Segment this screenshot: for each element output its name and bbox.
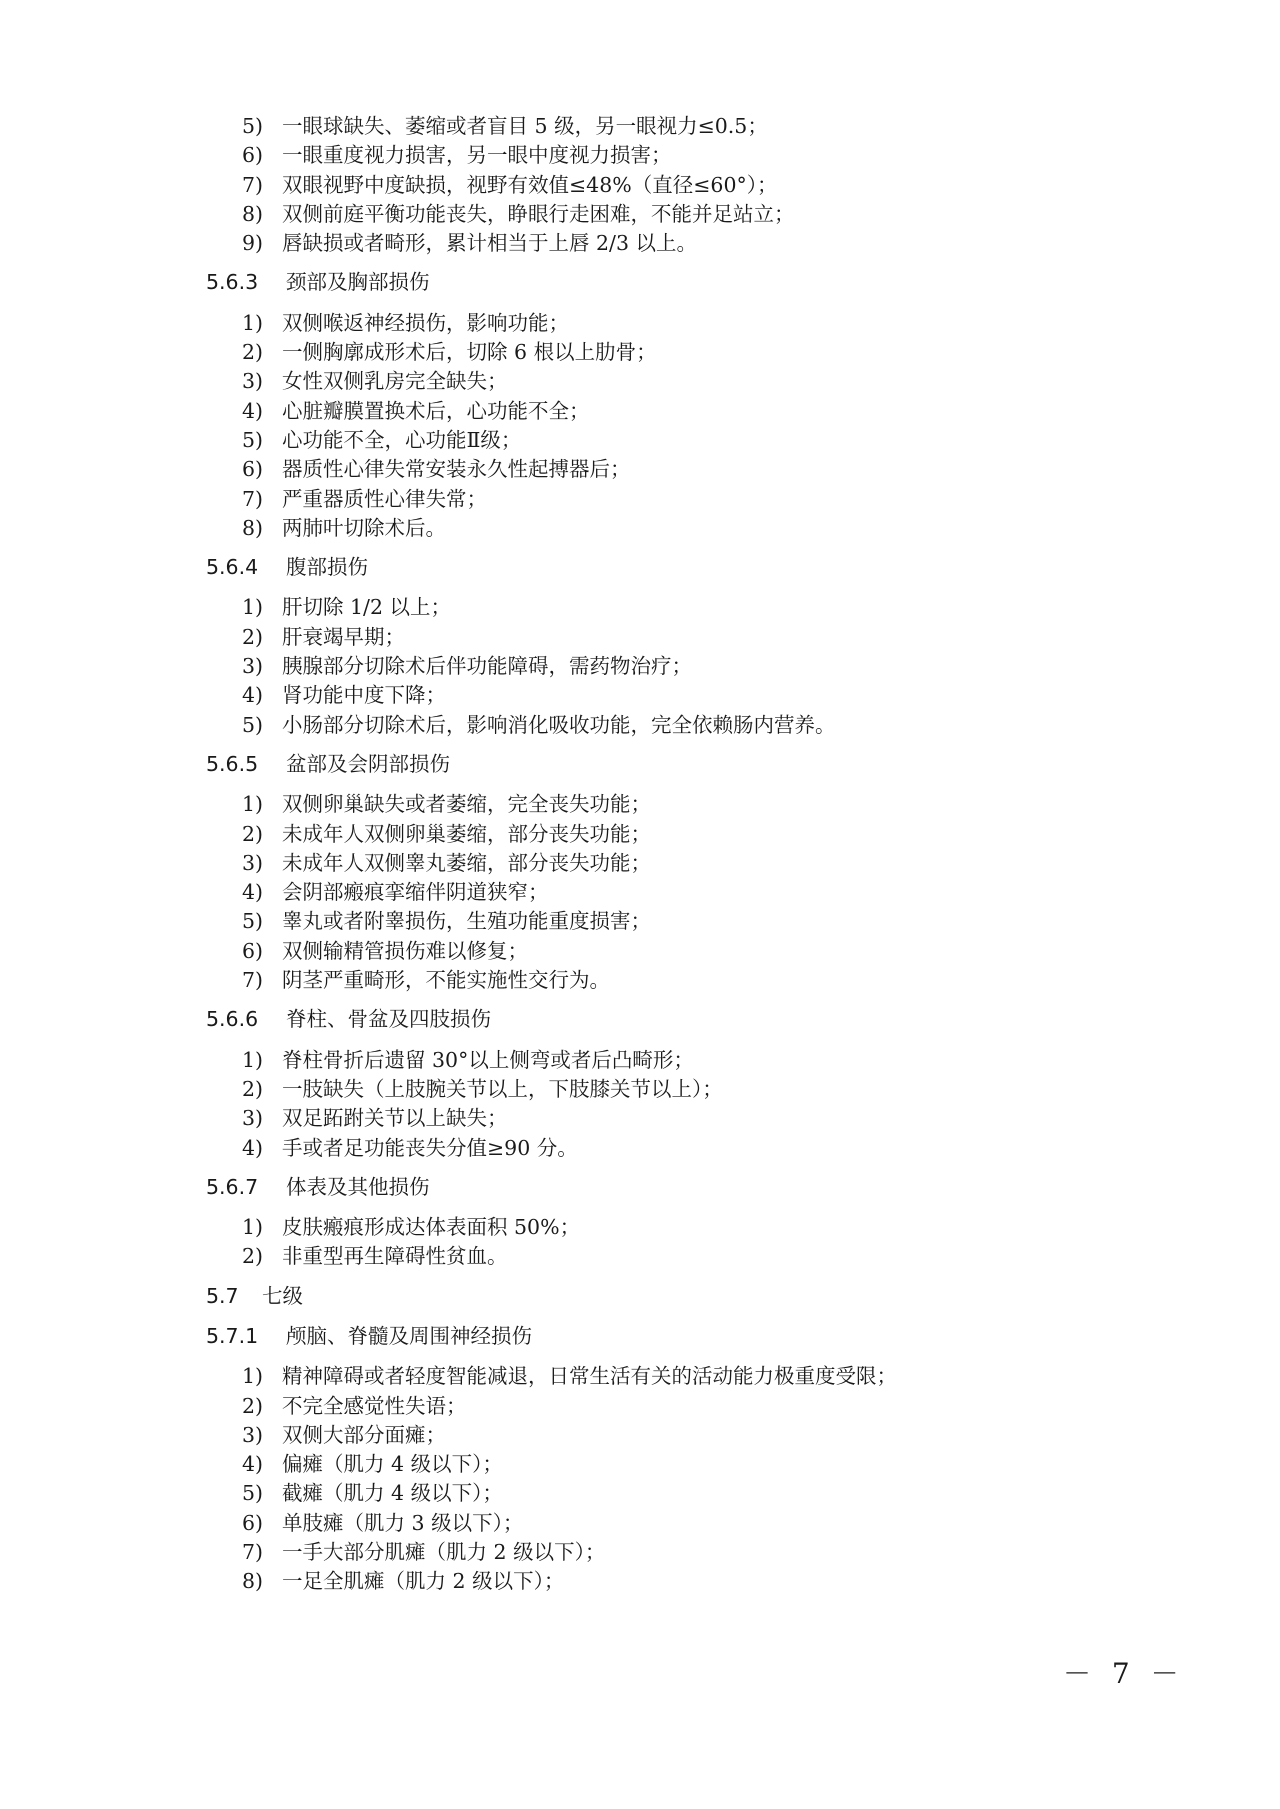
list-item-text: 非重型再生障碍性贫血。 (282, 1244, 508, 1269)
list-item-number: 7) (242, 486, 264, 511)
list-item-number: 3) (242, 1422, 264, 1447)
list-item-text: 单肢瘫（肌力 3 级以下）； (282, 1510, 524, 1535)
list-item-text: 肾功能中度下降； (282, 683, 446, 708)
list-item-number: 5) (242, 909, 264, 934)
list-item-number: 4) (242, 1135, 264, 1160)
list-item-number: 3) (242, 850, 264, 875)
list-item-number: 6) (242, 143, 264, 168)
list-item (206, 514, 1106, 543)
list-item-text: 双侧前庭平衡功能丧失，睁眼行走困难，不能并足站立； (282, 201, 795, 226)
list-item-text: 女性双侧乳房完全缺失； (282, 369, 508, 394)
list-item-text: 肝衰竭早期； (282, 624, 405, 649)
list-item (206, 1104, 1106, 1133)
list-item (206, 1450, 1106, 1479)
list-item-number: 4) (242, 398, 264, 423)
list-item (206, 1509, 1106, 1538)
section-number: 5.7.1 (206, 1323, 259, 1348)
list-item-number: 1) (242, 1364, 264, 1389)
list-item-number: 1) (242, 310, 264, 335)
list-item-number: 7) (242, 968, 264, 993)
list-item (206, 1567, 1106, 1596)
section-title: 脊柱、骨盆及四肢损伤 (286, 1007, 491, 1032)
list-item-text: 未成年人双侧睾丸萎缩，部分丧失功能； (282, 850, 651, 875)
list-item-number: 1) (242, 1047, 264, 1072)
list-item-number: 4) (242, 880, 264, 905)
list-item-number: 2) (242, 1076, 264, 1101)
list-item-text: 两肺叶切除术后。 (282, 515, 446, 540)
list-item (206, 1046, 1106, 1075)
list-item (206, 1362, 1106, 1391)
numbered-list (206, 309, 1106, 543)
section-heading (206, 553, 1106, 582)
section-title: 颅脑、脊髓及周围神经损伤 (286, 1323, 532, 1348)
list-item-number: 2) (242, 624, 264, 649)
list-item (206, 623, 1106, 652)
list-item-number: 2) (242, 821, 264, 846)
list-item-number: 8) (242, 515, 264, 540)
list-item-text: 心功能不全，心功能Ⅱ级； (282, 427, 522, 452)
list-item (206, 849, 1106, 878)
list-item-number: 1) (242, 1215, 264, 1240)
list-item (206, 141, 1106, 170)
section-number: 5.6.7 (206, 1174, 259, 1199)
list-item-text: 一眼球缺失、萎缩或者盲目 5 级，另一眼视力≤0.5； (282, 114, 768, 138)
list-item-text: 脊柱骨折后遗留 30°以上侧弯或者后凸畸形； (282, 1047, 694, 1072)
list-item-number: 8) (242, 201, 264, 226)
list-item (206, 711, 1106, 740)
list-item-text: 阴茎严重畸形，不能实施性交行为。 (282, 968, 610, 993)
list-item (206, 309, 1106, 338)
list-item-text: 皮肤瘢痕形成达体表面积 50%； (282, 1215, 581, 1240)
list-item-text: 偏瘫（肌力 4 级以下）； (282, 1452, 503, 1477)
list-item-text: 未成年人双侧卵巢萎缩，部分丧失功能； (282, 821, 651, 846)
list-item-text: 会阴部瘢痕挛缩伴阴道狭窄； (282, 880, 549, 905)
list-item-text: 肝切除 1/2 以上； (282, 595, 452, 620)
section-number: 5.7 (206, 1283, 239, 1308)
list-item-text: 严重器质性心律失常； (282, 486, 487, 511)
list-item-number: 2) (242, 340, 264, 365)
list-item-number: 2) (242, 1244, 264, 1269)
section-heading (206, 1173, 1106, 1202)
list-item (206, 455, 1106, 484)
page-number: － 7 － (1063, 1657, 1185, 1690)
list-item-text: 器质性心律失常安装永久性起搏器后； (282, 457, 631, 482)
list-item (206, 790, 1106, 819)
list-item-text: 双侧输精管损伤难以修复； (282, 938, 528, 963)
list-item (206, 426, 1106, 455)
section-number: 5.6.4 (206, 555, 259, 580)
section-title: 颈部及胸部损伤 (286, 270, 430, 295)
list-item-number: 6) (242, 457, 264, 482)
list-item-number: 8) (242, 1569, 264, 1594)
section-heading (206, 268, 1106, 297)
numbered-list (206, 112, 1106, 258)
list-item-number: 6) (242, 1510, 264, 1535)
list-item-number: 5) (242, 114, 264, 138)
list-item-number: 7) (242, 1540, 264, 1565)
list-item (206, 1392, 1106, 1421)
list-item-text: 唇缺损或者畸形，累计相当于上唇 2/3 以上。 (282, 231, 698, 256)
section-heading (206, 1282, 1106, 1311)
list-item-text: 不完全感觉性失语； (282, 1393, 467, 1418)
list-item (206, 200, 1106, 229)
list-item (206, 112, 1106, 141)
list-item (206, 878, 1106, 907)
list-item (206, 652, 1106, 681)
section-heading (206, 1322, 1106, 1351)
list-item (206, 367, 1106, 396)
section-heading (206, 750, 1106, 779)
list-item-number: 1) (242, 792, 264, 817)
numbered-list (206, 1362, 1106, 1596)
document-body (206, 112, 1106, 1597)
list-item (206, 485, 1106, 514)
list-item-text: 一眼重度视力损害，另一眼中度视力损害； (282, 143, 672, 168)
section-number: 5.6.6 (206, 1007, 259, 1032)
list-item-text: 截瘫（肌力 4 级以下）； (282, 1481, 503, 1506)
list-item-text: 睾丸或者附睾损伤，生殖功能重度损害； (282, 909, 651, 934)
list-item (206, 1213, 1106, 1242)
list-item-number: 1) (242, 595, 264, 620)
list-item-text: 双足跖跗关节以上缺失； (282, 1106, 508, 1131)
list-item-number: 3) (242, 369, 264, 394)
list-item-text: 精神障碍或者轻度智能减退，日常生活有关的活动能力极重度受限； (282, 1364, 897, 1389)
list-item-number: 6) (242, 938, 264, 963)
list-item-text: 心脏瓣膜置换术后，心功能不全； (282, 398, 590, 423)
list-item (206, 229, 1106, 258)
section-number: 5.6.3 (206, 270, 259, 295)
list-item-text: 双侧大部分面瘫； (282, 1422, 446, 1447)
list-item-text: 一侧胸廓成形术后，切除 6 根以上肋骨； (282, 340, 657, 365)
numbered-list (206, 1046, 1106, 1163)
list-item-number: 3) (242, 1106, 264, 1131)
section-number: 5.6.5 (206, 751, 259, 776)
list-item (206, 966, 1106, 995)
list-item-number: 4) (242, 683, 264, 708)
list-item-text: 双侧卵巢缺失或者萎缩，完全丧失功能； (282, 792, 651, 817)
section-heading (206, 1005, 1106, 1034)
list-item (206, 1538, 1106, 1567)
list-item-text: 一足全肌瘫（肌力 2 级以下）； (282, 1569, 565, 1594)
list-item-number: 2) (242, 1393, 264, 1418)
list-item (206, 681, 1106, 710)
list-item-number: 5) (242, 427, 264, 452)
section-title: 体表及其他损伤 (286, 1174, 430, 1199)
list-item (206, 1242, 1106, 1271)
list-item (206, 1421, 1106, 1450)
list-item-number: 3) (242, 654, 264, 679)
list-item (206, 171, 1106, 200)
list-item (206, 1479, 1106, 1508)
list-item-text: 胰腺部分切除术后伴功能障碍，需药物治疗； (282, 654, 692, 679)
list-item-text: 双眼视野中度缺损，视野有效值≤48%（直径≤60°）； (282, 172, 778, 197)
list-item-number: 4) (242, 1452, 264, 1477)
section-title: 盆部及会阴部损伤 (286, 751, 450, 776)
list-item-number: 5) (242, 1481, 264, 1506)
list-item (206, 338, 1106, 367)
list-item-text: 手或者足功能丧失分值≥90 分。 (282, 1135, 578, 1160)
list-item (206, 1075, 1106, 1104)
list-item (206, 907, 1106, 936)
list-item-text: 一肢缺失（上肢腕关节以上，下肢膝关节以上）； (282, 1076, 723, 1101)
numbered-list (206, 593, 1106, 739)
list-item (206, 593, 1106, 622)
list-item (206, 397, 1106, 426)
list-item-number: 9) (242, 231, 264, 256)
list-item-number: 7) (242, 172, 264, 197)
list-item (206, 820, 1106, 849)
section-title: 七级 (262, 1283, 303, 1308)
numbered-list (206, 790, 1106, 995)
list-item (206, 1134, 1106, 1163)
list-item-text: 双侧喉返神经损伤，影响功能； (282, 310, 569, 335)
list-item-text: 一手大部分肌瘫（肌力 2 级以下）； (282, 1540, 606, 1565)
list-item-number: 5) (242, 712, 264, 737)
list-item (206, 937, 1106, 966)
section-title: 腹部损伤 (286, 555, 368, 580)
list-item-text: 小肠部分切除术后，影响消化吸收功能，完全依赖肠内营养。 (282, 712, 836, 737)
numbered-list (206, 1213, 1106, 1272)
